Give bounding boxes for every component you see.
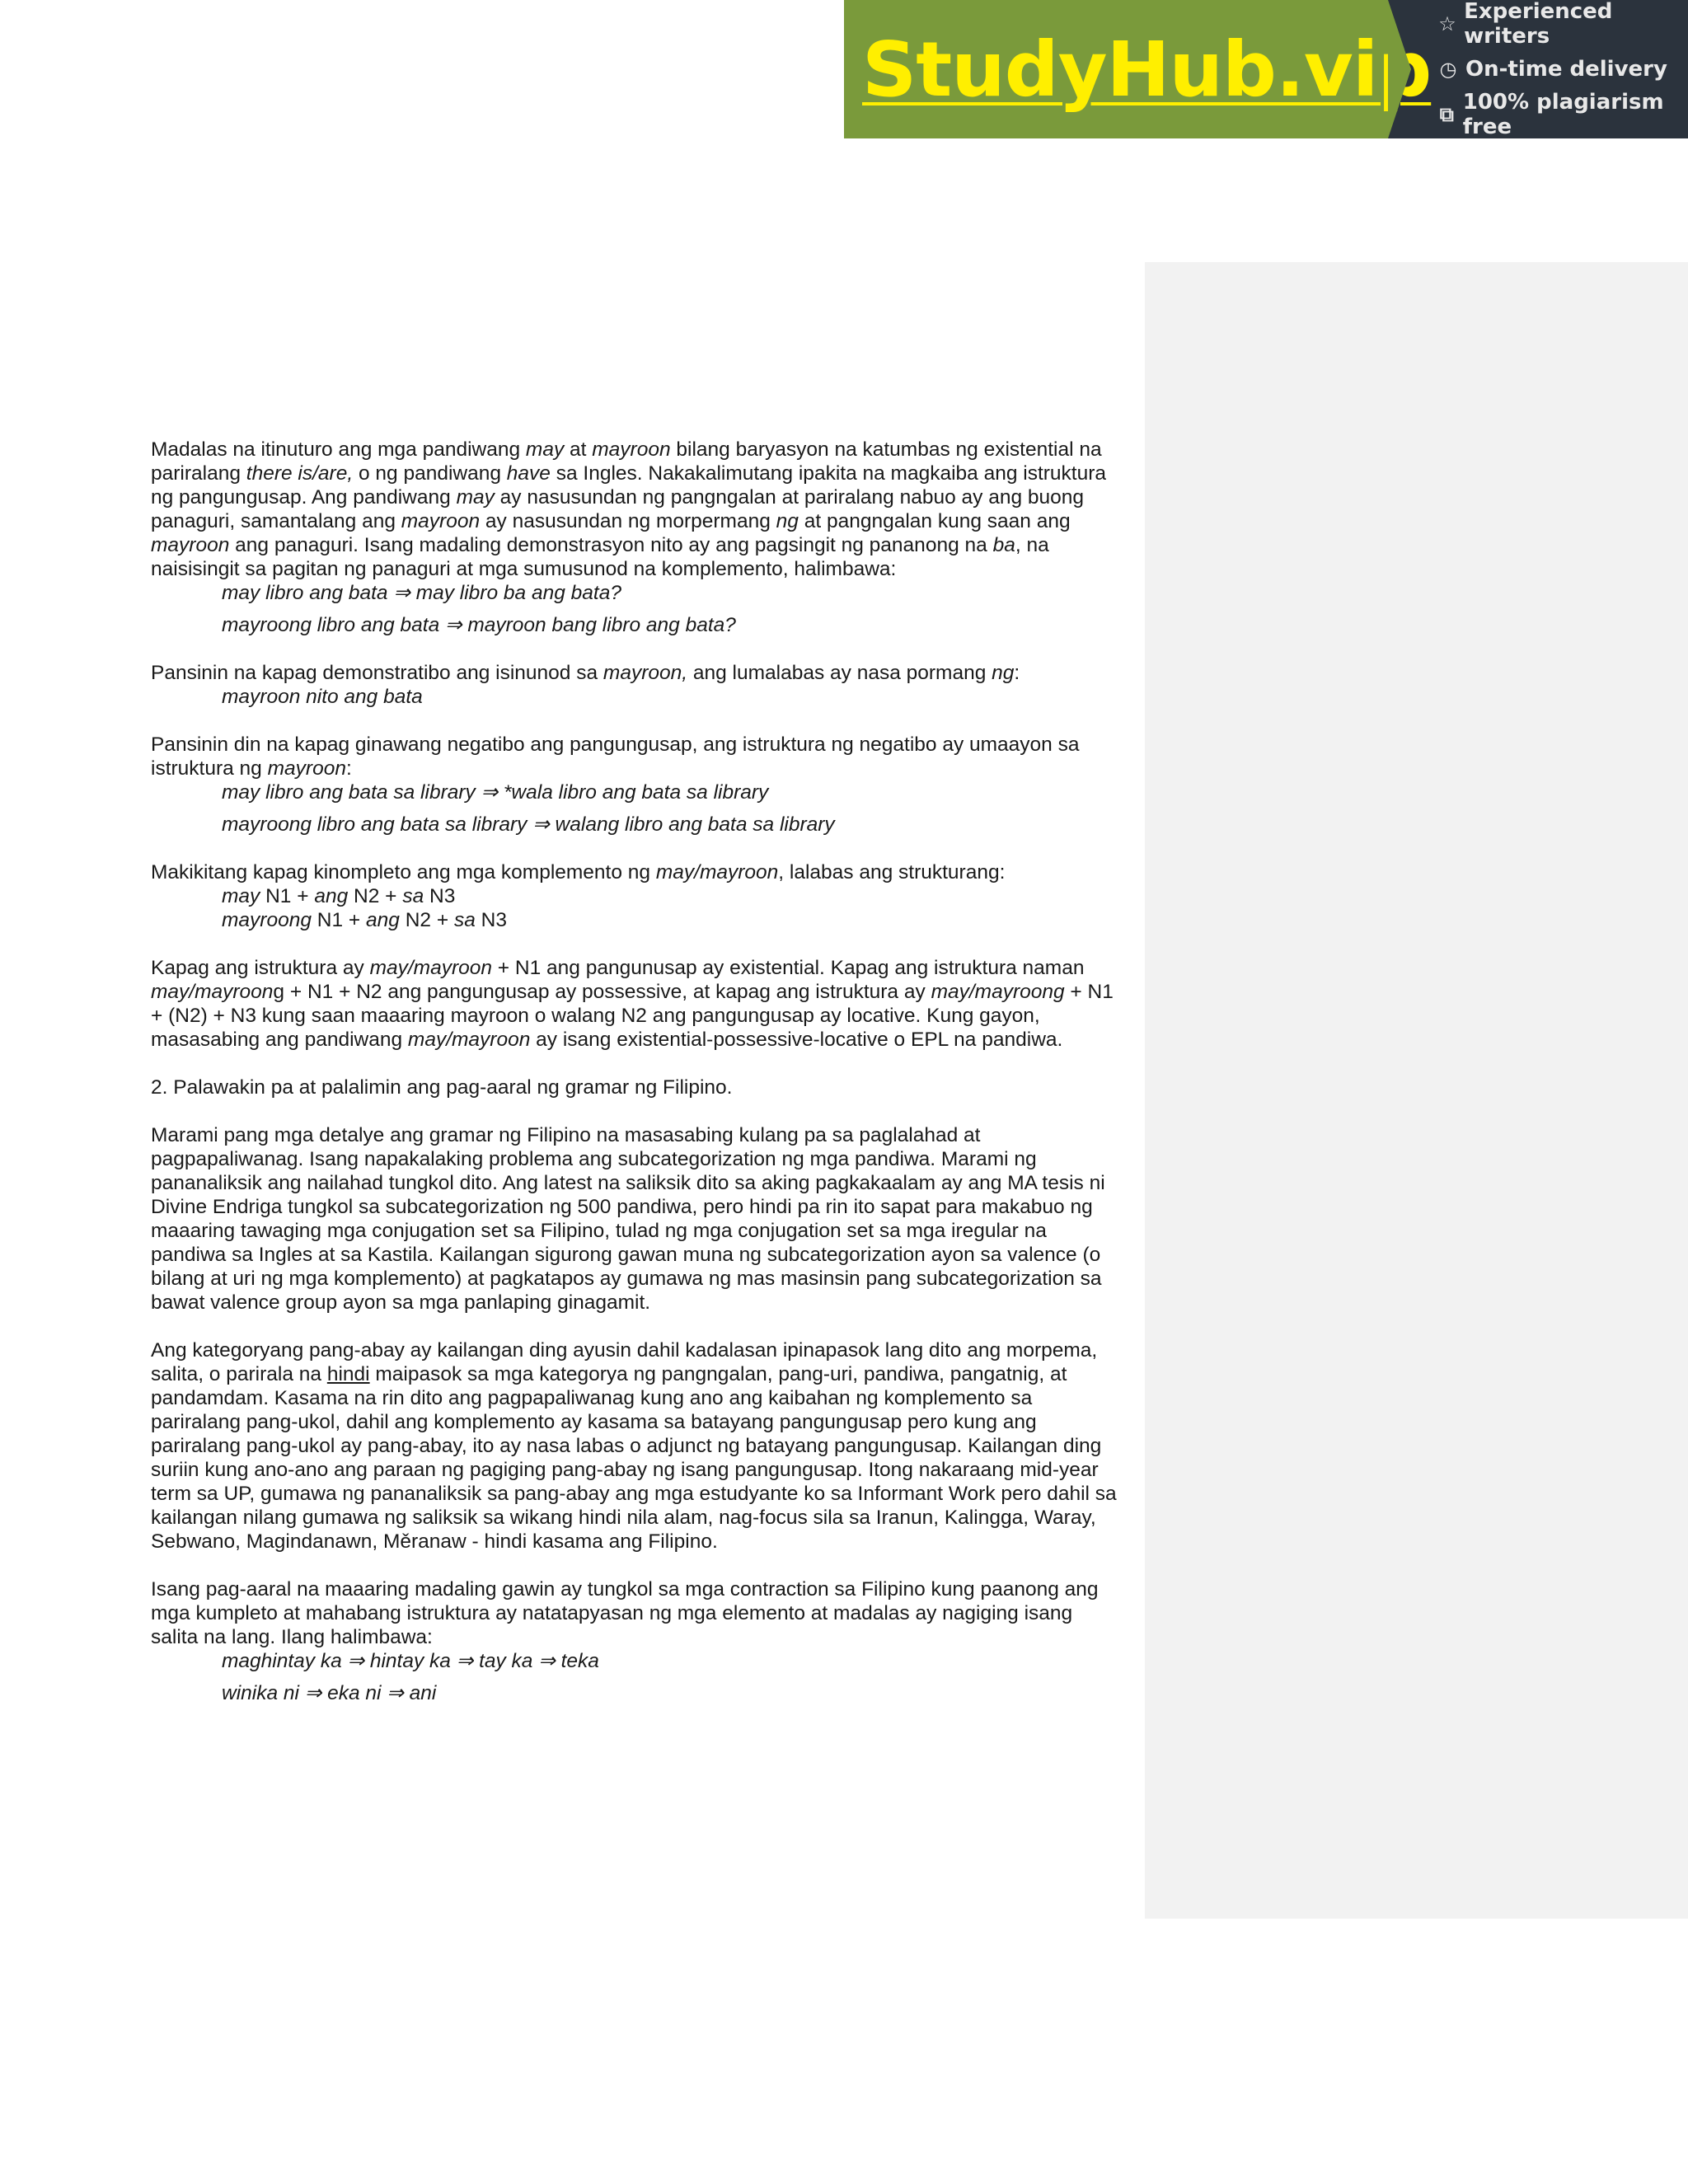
copy-icon: ⧉ (1439, 103, 1454, 126)
paragraph: Marami pang mga detalye ang gramar ng Filipino na masasabing kulang pa sa paglalahad at pagpapaliwanag. Isang napakalaking problema ang subcategorization ng mga pandiwa. Marami ng pananaliksik ang nailahad tungkol dito. Ang latest na saliksik dito sa aking pagkakaalam ay ang MA tesis ni Divine Endriga tungkol sa subcategorization ng 500 pandiwa, pero hindi pa rin ito sapat para makabuo ng maaaring tawaging mga conjugation set sa Filipino, tulad ng mga conjugation set sa mga iregular na pandiwa sa Ingles at sa Kastila. Kailangan sigurong gawan muna ng subcategorization ayon sa valence (o bilang at uri ng mga komplemento) at pagkatapos ay gumawa ng mas masinsin pang subcategorization sa bawat valence group ayon sa mga panlaping ginagamit. (151, 1124, 1105, 1314)
brand-area (844, 0, 1432, 138)
formula-line: may N1 + ang N2 + sa N3 (222, 885, 456, 907)
feature-label: On-time delivery (1465, 57, 1667, 82)
studyhub-banner[interactable] (844, 0, 1688, 138)
paragraph: Pansinin na kapag demonstratibo ang isinunod sa mayroon, ang lumalabas ay nasa pormang ng: (151, 662, 1020, 684)
brand-logo[interactable]: StudyHub.vip (862, 25, 1432, 114)
document-body (151, 438, 1123, 1705)
paragraph: Kapag ang istruktura ay may/mayroon + N1 ang pangunusap ay existential. Kapag ang istruktura naman may/mayroong + N1 + N2 ang pangungusap ay possessive, at kapag ang istruktura ay may/mayroong + N1 + (N2) + N3 kung saan maaaring mayroon o walang N2 ang pangungusap ay locative. Kung gayon, masasabing ang pandiwang may/mayroon ay isang existential-possessive-locative o EPL na pandiwa. (151, 957, 1114, 1051)
feature-item (1437, 90, 1688, 139)
section-heading: 2. Palawakin pa at palalimin ang pag-aaral ng gramar ng Filipino. (151, 1076, 733, 1099)
feature-list (1388, 0, 1688, 138)
paragraph: Makikitang kapag kinompleto ang mga komplemento ng may/mayroon, lalabas ang strukturang: (151, 861, 1006, 883)
star-icon: ☆ (1438, 12, 1456, 35)
clock-icon: ◷ (1439, 58, 1457, 81)
example-line: mayroong libro ang bata sa library ⇒ walang libro ang bata sa library (222, 813, 835, 836)
paragraph: Pansinin din na kapag ginawang negatibo ang pangungusap, ang istruktura ng negatibo ay umaayon sa istruktura ng mayroon: (151, 733, 1080, 780)
paragraph: Madalas na itinuturo ang mga pandiwang may at mayroon bilang baryasyon na katumbas ng existential na pariralang there is/are, o ng pandiwang have sa Ingles. Nakakalimutang ipakita na magkaiba ang istruktura ng pangungusap. Ang pandiwang may ay nasusundan ng pangngalan at pariralang nabuo ay ang buong panaguri, samantalang ang mayroon ay nasusundan ng morpermang ng at pangngalan kung saan ang mayroon ang panaguri. Isang madaling demonstrasyon nito ay ang pagsingit ng pananong na ba, na naisisingit sa pagitan ng panaguri at mga sumusunod na komplemento, halimbawa: (151, 438, 1107, 580)
formula-line: mayroong N1 + ang N2 + sa N3 (222, 909, 507, 931)
feature-label: Experienced writers (1464, 0, 1613, 49)
paragraph: Ang kategoryang pang-abay ay kailangan ding ayusin dahil kadalasan ipinapasok lang dito ang morpema, salita, o parirala na hindi maipasok sa mga kategorya ng pangngalan, pang-uri, pandiwa, pangatnig, at pandamdam. Kasama na rin dito ang pagpapaliwanag kung ano ang kaibahan ng komplemento sa pariralang pang-ukol, dahil ang komplemento ay kasama sa batayang pangungusap pero kung ang pariralang pang-ukol ay pang-abay, ito ay nasa labas o adjunct ng batayang pangungusap. Kailangan ding suriin kung ano-ano ang paraan ng pagiging pang-abay ng isang pangungusap. Itong nakaraang mid-year term sa UP, gumawa ng pananaliksik sa pang-abay ang mga estudyante ko sa Informant Work pero dahil sa kailangan nilang gumawa ng saliksik sa wikang hindi nila alam, nag-focus sila sa Iranun, Kalingga, Waray, Sebwano, Magindanawn, Měranaw - hindi kasama ang Filipino. (151, 1339, 1117, 1553)
feature-item (1437, 57, 1688, 82)
example-line: may libro ang bata sa library ⇒ *wala libro ang bata sa library (222, 781, 769, 804)
feature-item (1437, 0, 1688, 49)
example-line: maghintay ka ⇒ hintay ka ⇒ tay ka ⇒ teka (222, 1650, 599, 1672)
example-line: mayroon nito ang bata (222, 686, 423, 708)
feature-label: 100% plagiarism free (1462, 90, 1664, 139)
example-line: may libro ang bata ⇒ may libro ba ang bata? (222, 582, 621, 604)
comment-margin-panel (1145, 262, 1688, 1919)
paragraph: Isang pag-aaral na maaaring madaling gawin ay tungkol sa mga contraction sa Filipino kung paanong ang mga kumpleto at mahabang istruktura ay natatapyasan ng mga elemento at madalas ay nagiging isang salita na lang. Ilang halimbawa: (151, 1578, 1099, 1648)
example-line: winika ni ⇒ eka ni ⇒ ani (222, 1682, 437, 1704)
example-line: mayroong libro ang bata ⇒ mayroon bang libro ang bata? (222, 614, 736, 636)
